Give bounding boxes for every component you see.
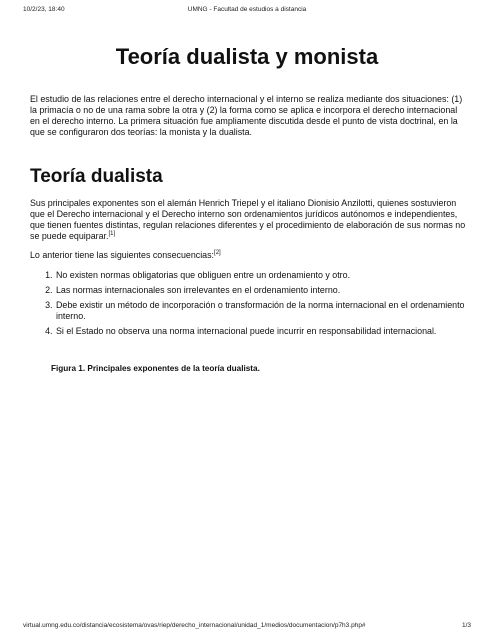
print-page-number: 1/3 <box>461 622 471 629</box>
consequences-list <box>42 270 475 341</box>
exponents-paragraph <box>30 198 466 242</box>
list-item: 1. No existen normas obligatorias que obliguen entre un ordenamiento y otro. <box>55 270 475 281</box>
intro-paragraph: El estudio de las relaciones entre el derecho internacional y el interno se realiza mediante dos situaciones: (1) la primacía o no de una rama sobre la otra y (2) la forma como se aplica e incorpora el derecho internacional en el derecho interno. La primera situación fue ampliamente discutida desde el punto de vista doctrinal, en la que se configuraron dos teorías: la monista y la dualista. <box>30 94 463 137</box>
print-header <box>23 6 471 18</box>
consequences-intro <box>30 250 466 261</box>
print-datetime: 10/2/23, 18:40 <box>23 6 65 13</box>
footnote-ref-1[interactable]: [1] <box>108 231 116 238</box>
print-footer <box>23 622 471 634</box>
figure-caption: Figura 1. Principales exponentes de la teoría dualista. <box>51 364 260 373</box>
consequences-intro-text: Lo anterior tiene las siguientes consecuencias: <box>30 250 215 260</box>
list-item: 2. Las normas internacionales son irrelevantes en el ordenamiento interno. <box>55 285 475 296</box>
list-item: 4. Si el Estado no observa una norma internacional puede incurrir en responsabilidad internacional. <box>55 326 475 337</box>
print-url: virtual.umng.edu.co/distancia/ecosistema/ovas/riep/derecho_internacional/unidad_1/medios/documentacion/p7h3.php# <box>23 622 366 629</box>
print-page-title: UMNG - Facultad de estudios a distancia <box>187 6 307 13</box>
footnote-ref-2[interactable]: [2] <box>214 250 221 257</box>
exponents-text: Sus principales exponentes son el alemán Henrich Triepel y el italiano Dionisio Anzilotti, quienes sostuvieron que el Derecho internacional y el Derecho interno son ordenamientos jurídicos autónomos e independientes, que tienen fuentes distintas, regulan relaciones diferentes y el procedimiento de elaboración de sus normas no se puede equiparar. <box>30 198 466 241</box>
list-item: 3. Debe existir un método de incorporación o transformación de la norma internacional en el ordenamiento interno. <box>55 300 475 322</box>
document-title: Teoría dualista y monista <box>115 44 379 69</box>
section-heading-dualista: Teoría dualista <box>30 166 163 187</box>
